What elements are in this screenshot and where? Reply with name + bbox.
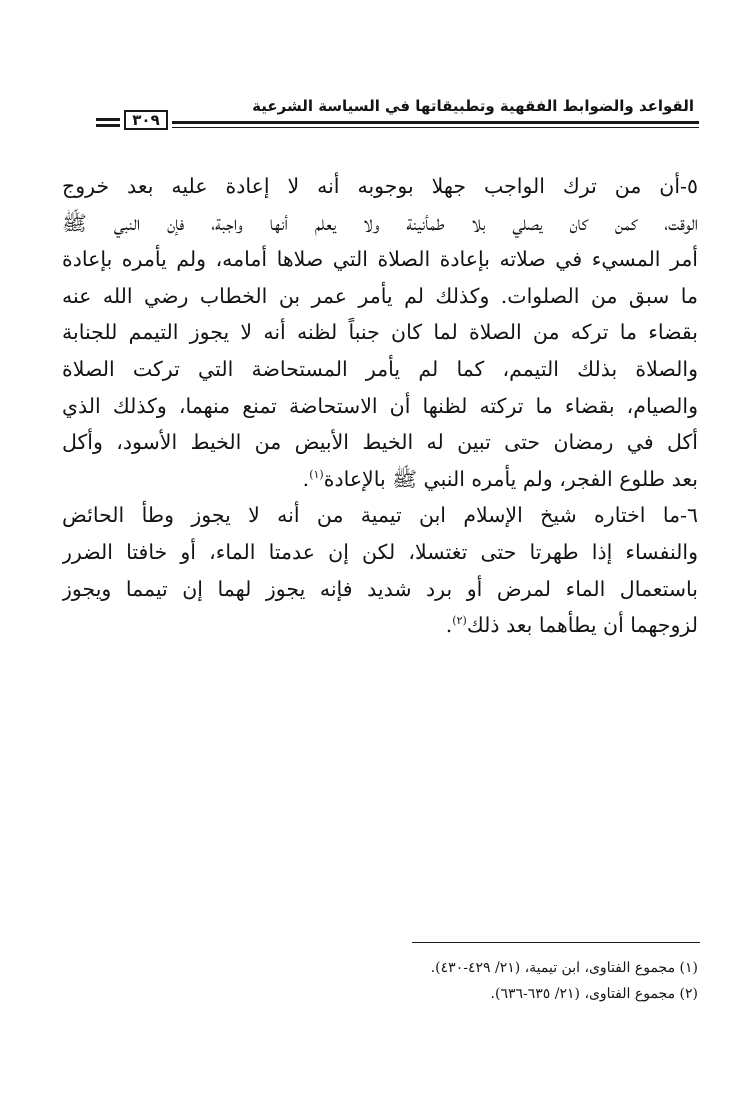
body-line-with-footnote — [62, 461, 698, 498]
body-line: أكل في رمضان حتى تبين له الخيط الأبيض من الخيط الأسود، وأكل — [62, 430, 698, 455]
footnote-1: (١) مجموع الفتاوى، ابن تيمية، (٢١/ ٤٢٩-٤٣٠). — [430, 960, 698, 976]
body-text — [62, 168, 698, 644]
body-line: الوقت، كمن كان يصلي بلا طمأنينة ولا يعلم أنها واجبة، فإن النبي ﷺ — [62, 210, 698, 235]
body-line-text: لزوجهما أن يطأهما بعد ذلك — [466, 613, 698, 638]
footnote-2: (٢) مجموع الفتاوى، (٢١/ ٦٣٥-٦٣٦). — [490, 986, 698, 1002]
body-line: أمر المسيء في صلاته بإعادة الصلاة التي صلاها أمامه، ولم يأمره بإعادة — [62, 247, 698, 272]
running-header-title: القواعد والضوابط الفقهية وتطبيقاتها في السياسة الشرعية — [252, 97, 694, 115]
footnote-separator — [412, 942, 700, 943]
end-period: . — [445, 613, 453, 638]
body-line: والنفساء إذا طهرتا حتى تغتسلا، لكن إن عدمتا الماء، أو خافتا الضرر — [62, 539, 698, 564]
body-line: والصلاة بذلك التيمم، كما لم يأمر المستحاضة التي تركت الصلاة — [62, 356, 698, 381]
body-line: ٥-أن من ترك الواجب جهلا بوجوبه أنه لا إعادة عليه بعد خروج — [62, 174, 698, 198]
header-ornament-bar — [96, 124, 120, 127]
footnotes — [198, 955, 698, 1007]
end-period: . — [302, 466, 310, 491]
footnote-ref-2: (٢) — [452, 614, 467, 628]
body-line: والصيام، بقضاء ما تركته لظنها أن الاستحاضة تمنع منهما، وكذلك الذي — [62, 393, 698, 418]
body-line-text: بعد طلوع الفجر، ولم يأمره النبي ﷺ بالإعادة — [323, 466, 698, 491]
body-line: بقضاء ما تركه من الصلاة لما كان جنباً لظنه أنه لا يجوز التيمم للجنابة — [62, 320, 698, 345]
body-line-with-footnote — [62, 607, 698, 644]
body-line: ٦-ما اختاره شيخ الإسلام ابن تيمية من أنه لا يجوز وطأ الحائض — [62, 503, 698, 528]
header-rule-thin — [172, 127, 699, 128]
body-line: ما سبق من الصلوات. وكذلك لم يأمر عمر بن الخطاب رضي الله عنه — [62, 283, 698, 308]
footnote-ref-1: (١) — [309, 467, 324, 481]
header-ornament-bar — [96, 118, 120, 121]
page-number: ٣٠٩ — [124, 110, 168, 130]
header-rule-thick — [172, 121, 699, 124]
body-line: باستعمال الماء لمرض أو برد شديد فإنه يجوز لهما إن تيمما ويجوز — [62, 576, 698, 601]
